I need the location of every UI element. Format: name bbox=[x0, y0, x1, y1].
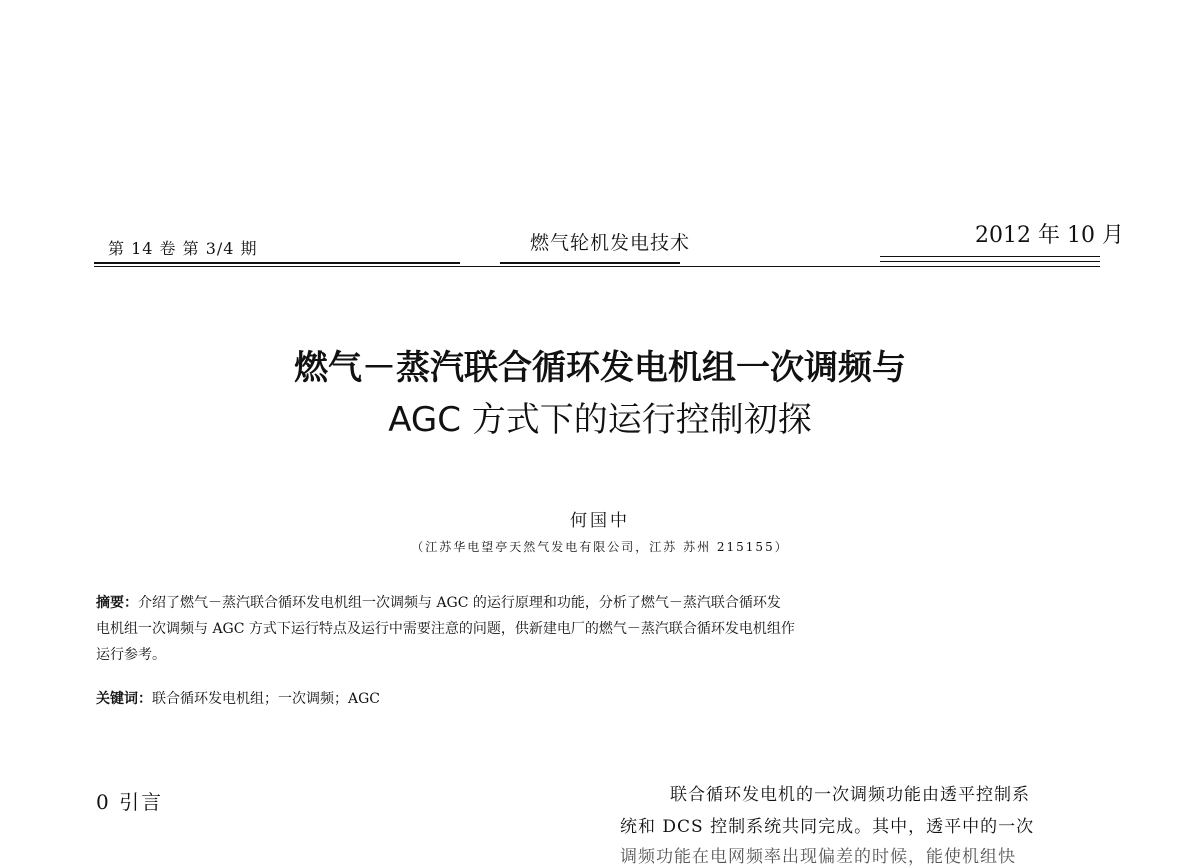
body-text-line: 调频功能在电网频率出现偏差的时候，能使机组快 bbox=[620, 847, 1016, 867]
keywords-text: 联合循环发电机组；一次调频；AGC bbox=[152, 691, 381, 707]
abstract-line-2: 电机组一次调频与 AGC 方式下运行特点及运行中需要注意的问题，供新建电厂的燃气－蒸汽联合循环发电机组作 bbox=[96, 621, 795, 637]
section-heading: 0 引言 bbox=[96, 790, 164, 814]
abstract-line-1 bbox=[96, 590, 1106, 616]
header-rule bbox=[880, 261, 1100, 262]
author-affiliation: （江苏华电望亭天然气发电有限公司，江苏 苏州 215155） bbox=[411, 540, 789, 554]
header-rule bbox=[880, 256, 1100, 257]
keywords-label: 关键词： bbox=[96, 691, 152, 707]
running-header-volume: 第 14 卷 第 3/4 期 bbox=[108, 239, 258, 258]
header-rule bbox=[500, 262, 680, 264]
author-name: 何国中 bbox=[570, 511, 630, 531]
body-text-line: 统和 DCS 控制系统共同完成。其中，透平中的一次 bbox=[620, 817, 1035, 837]
running-header-journal: 燃气轮机发电技术 bbox=[530, 232, 691, 254]
header-rule bbox=[94, 262, 460, 264]
paper-title-line-1: 燃气－蒸汽联合循环发电机组一次调频与 bbox=[294, 348, 906, 388]
abstract-line-3: 运行参考。 bbox=[96, 647, 166, 663]
body-text-line: 联合循环发电机的一次调频功能由透平控制系 bbox=[670, 785, 1030, 805]
header-rule bbox=[94, 266, 1100, 267]
keywords bbox=[96, 686, 1106, 712]
abstract-label: 摘要： bbox=[96, 595, 138, 611]
running-header-date: 2012 年 10 月 bbox=[975, 223, 1124, 248]
paper-title-line-2: AGC 方式下的运行控制初探 bbox=[388, 400, 812, 440]
abstract bbox=[96, 590, 1106, 668]
abstract-text: 介绍了燃气－蒸汽联合循环发电机组一次调频与 AGC 的运行原理和功能，分析了燃气－蒸汽联合循环发 bbox=[138, 595, 781, 611]
